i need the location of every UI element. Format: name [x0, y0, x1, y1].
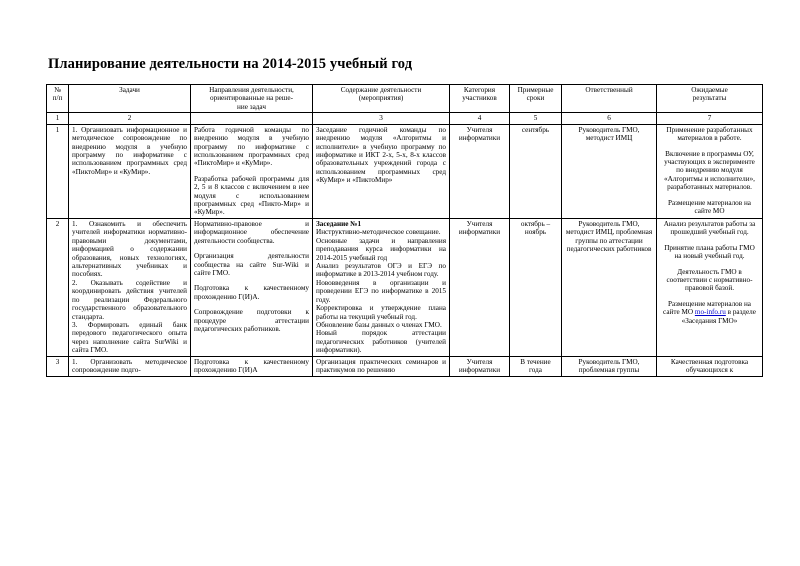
result-item: Деятельность ГМО в соответствии с нормативно-правовой базой. — [666, 267, 753, 293]
header-line-2: (мероприятия) — [358, 94, 404, 103]
result-item: Включение в программы ОУ, участвующих в эксперименте по внедрению модуля «Алгоритмы и исполнители», разработанных материалов. — [664, 149, 755, 192]
task-item: 2. Оказывать содействие и координировать действия учителей по реализации Федерального государственного образовательного стандарта. — [72, 278, 187, 321]
header-cell-directions — [191, 85, 313, 113]
header-cell-responsible — [562, 85, 657, 113]
participants-item: Учителя информатики — [458, 219, 501, 237]
cell-tasks — [69, 218, 191, 356]
column-number-2: 2 — [69, 113, 191, 124]
activity-planning-table — [46, 84, 763, 377]
header-line-2: участников — [462, 94, 497, 103]
direction-item: Сопровождение подготовки к процедуре аттестации педагогических работников. — [194, 308, 309, 334]
header-line-2: ориентированные на реше- — [210, 94, 293, 103]
table-row — [47, 218, 763, 356]
cell-tasks — [69, 356, 191, 376]
cell-responsible — [562, 218, 657, 356]
task-item: 1. Организовать методическое сопровождение подго- — [72, 357, 187, 375]
header-line-1: Содержание деятельности — [340, 86, 422, 94]
deadline-item: сентябрь — [521, 125, 550, 134]
row-index: 1 — [47, 124, 69, 218]
row-index: 2 — [47, 218, 69, 356]
header-line-1: Ожидаемые — [691, 86, 728, 94]
content-item: Новый порядок аттестации педагогических работников (учителей информатики). — [316, 329, 446, 355]
participants-item: Учителя информатики — [458, 125, 501, 143]
table-header-row — [47, 85, 763, 113]
result-item-with-link — [660, 300, 759, 325]
content-item: Организация практических семинаров и практикумов по решению — [316, 357, 446, 375]
cell-deadline — [510, 356, 562, 376]
header-cell-deadline — [510, 85, 562, 113]
cell-results — [657, 218, 763, 356]
task-item: 3. Формировать единый банк передового педагогического опыта через наполнение сайта SurWiki и сайта ГМО. — [72, 320, 187, 355]
column-number-7: 7 — [657, 113, 763, 124]
header-line-3: ние задач — [237, 102, 266, 111]
header-cell-results — [657, 85, 763, 113]
participants-item: Учителя информатики — [458, 357, 501, 375]
result-text-prefix: Размещение материалов на сайте МО — [663, 299, 751, 317]
header-cell-participants — [450, 85, 510, 113]
column-number-1: 1 — [47, 113, 69, 124]
deadline-item: В течение года — [520, 357, 551, 375]
header-line-1: Направления деятельности, — [209, 86, 294, 94]
cell-participants — [450, 218, 510, 356]
cell-results — [657, 124, 763, 218]
direction-item: Разработка рабочей программы для 2, 5 и 8 классов с включением в нее модуля с использованием программных сред «Пикто-Мир» и «КуМир». — [194, 174, 309, 217]
result-text-suffix: в разделе «Заседания ГМО» — [681, 308, 756, 325]
content-title: Заседание №1 — [316, 219, 362, 228]
cell-content — [313, 218, 450, 356]
header-line-1: Ответственный — [585, 86, 633, 94]
result-item: Размещение материалов на сайте МО — [667, 198, 751, 216]
result-item: Качественная подготовка обучающихся к — [670, 357, 749, 375]
header-line-1: Примерные — [517, 86, 554, 94]
content-item: Нововведения в организации и проведении ЕГЭ по информатике в 2015 году. — [316, 278, 446, 304]
cell-participants — [450, 356, 510, 376]
table-row — [47, 356, 763, 376]
responsible-item: Руководитель ГМО, проблемная группы — [578, 357, 640, 375]
cell-responsible — [562, 124, 657, 218]
cell-directions — [191, 124, 313, 218]
content-item: Заседание годичной команды по внедрению модуля «Алгоритмы и исполнители» в учебную программу по информатике и ИКТ 2-х, 5-х, 8-х классов образовательных учреждений города с использованием программных сред «КуМир» и «ПиктоМир» — [316, 125, 446, 185]
direction-item: Подготовка к качественному прохождению Г(И)А. — [194, 284, 309, 301]
header-line-2: результаты — [692, 94, 727, 103]
responsible-item: Руководитель ГМО, методист ИМЦ — [578, 125, 640, 143]
cell-deadline — [510, 218, 562, 356]
content-item: Основные задачи и направления преподавания курса информатики на 2014-2015 учебный год — [316, 236, 446, 262]
cell-content — [313, 124, 450, 218]
column-number-3: 3 — [313, 113, 450, 124]
direction-item: Работа годичной команды по внедрению модуля в учебную программу по информатике с использованием программных сред «ПиктоМир» и «КуМир». — [194, 125, 309, 168]
task-item: 1. Организовать информационное и методическое сопровождение по внедрению модуля в учебную программу по информатике с использованием программных сред «ПиктоМир» и «КуМир». — [72, 125, 187, 176]
content-item: Анализ результатов ОГЭ и ЕГЭ по информатике в 2013-2014 учебном году. — [316, 262, 446, 279]
result-item: Применение разработанных материалов в работе. — [666, 125, 753, 143]
task-item: 1. Ознакомить и обеспечить учителей информатики нормативно-правовыми документами, информацией о содержании образования, новых технологиях, альтернативных учебниках и пособиях. — [72, 219, 187, 279]
header-line-2: сроки — [526, 94, 545, 103]
cell-directions — [191, 218, 313, 356]
header-cell-content — [313, 85, 450, 113]
header-line-1: № — [54, 86, 61, 94]
result-item: Анализ результатов работы за прошедший учебный год. — [663, 219, 756, 237]
cell-results — [657, 356, 763, 376]
cell-content — [313, 356, 450, 376]
cell-responsible — [562, 356, 657, 376]
column-number-6: 6 — [562, 113, 657, 124]
row-index: 3 — [47, 356, 69, 376]
direction-item: Нормативно-правовое и информационное обеспечение деятельности сообщества. — [194, 219, 309, 245]
column-number-row — [47, 113, 763, 124]
header-line-2: п/п — [52, 94, 63, 103]
responsible-item: Руководитель ГМО, методист ИМЦ, проблемная группы по аттестации педагогических работников — [565, 219, 653, 254]
cell-participants — [450, 124, 510, 218]
deadline-item: октябрь – ноябрь — [520, 219, 551, 237]
column-number-5: 5 — [510, 113, 562, 124]
cell-tasks — [69, 124, 191, 218]
column-number-blank — [191, 113, 313, 124]
header-cell-tasks — [69, 85, 191, 113]
header-cell-number — [47, 85, 69, 113]
header-line-1: Задачи — [119, 86, 140, 94]
result-item: Принятие плана работы ГМО на новый учебный год. — [664, 243, 755, 261]
mo-info-link[interactable]: mo-info.ru — [694, 308, 726, 317]
column-number-4: 4 — [450, 113, 510, 124]
header-line-1: Категория — [463, 86, 496, 94]
direction-item: Подготовка к качественному прохождению Г(И)А — [194, 357, 309, 375]
content-item: Корректировка и утверждение плана работы на текущий учебный год. — [316, 304, 446, 321]
table-row — [47, 124, 763, 218]
cell-deadline — [510, 124, 562, 218]
content-item: Обновление базы данных о членах ГМО. — [316, 320, 442, 329]
page-title: Планирование деятельности на 2014-2015 учебный год — [48, 56, 413, 72]
cell-directions — [191, 356, 313, 376]
direction-item: Организация деятельности сообщества на сайте Sur-Wiki и сайте ГМО. — [194, 252, 309, 278]
content-item: Инструктивно-методическое совещание. — [316, 228, 441, 237]
